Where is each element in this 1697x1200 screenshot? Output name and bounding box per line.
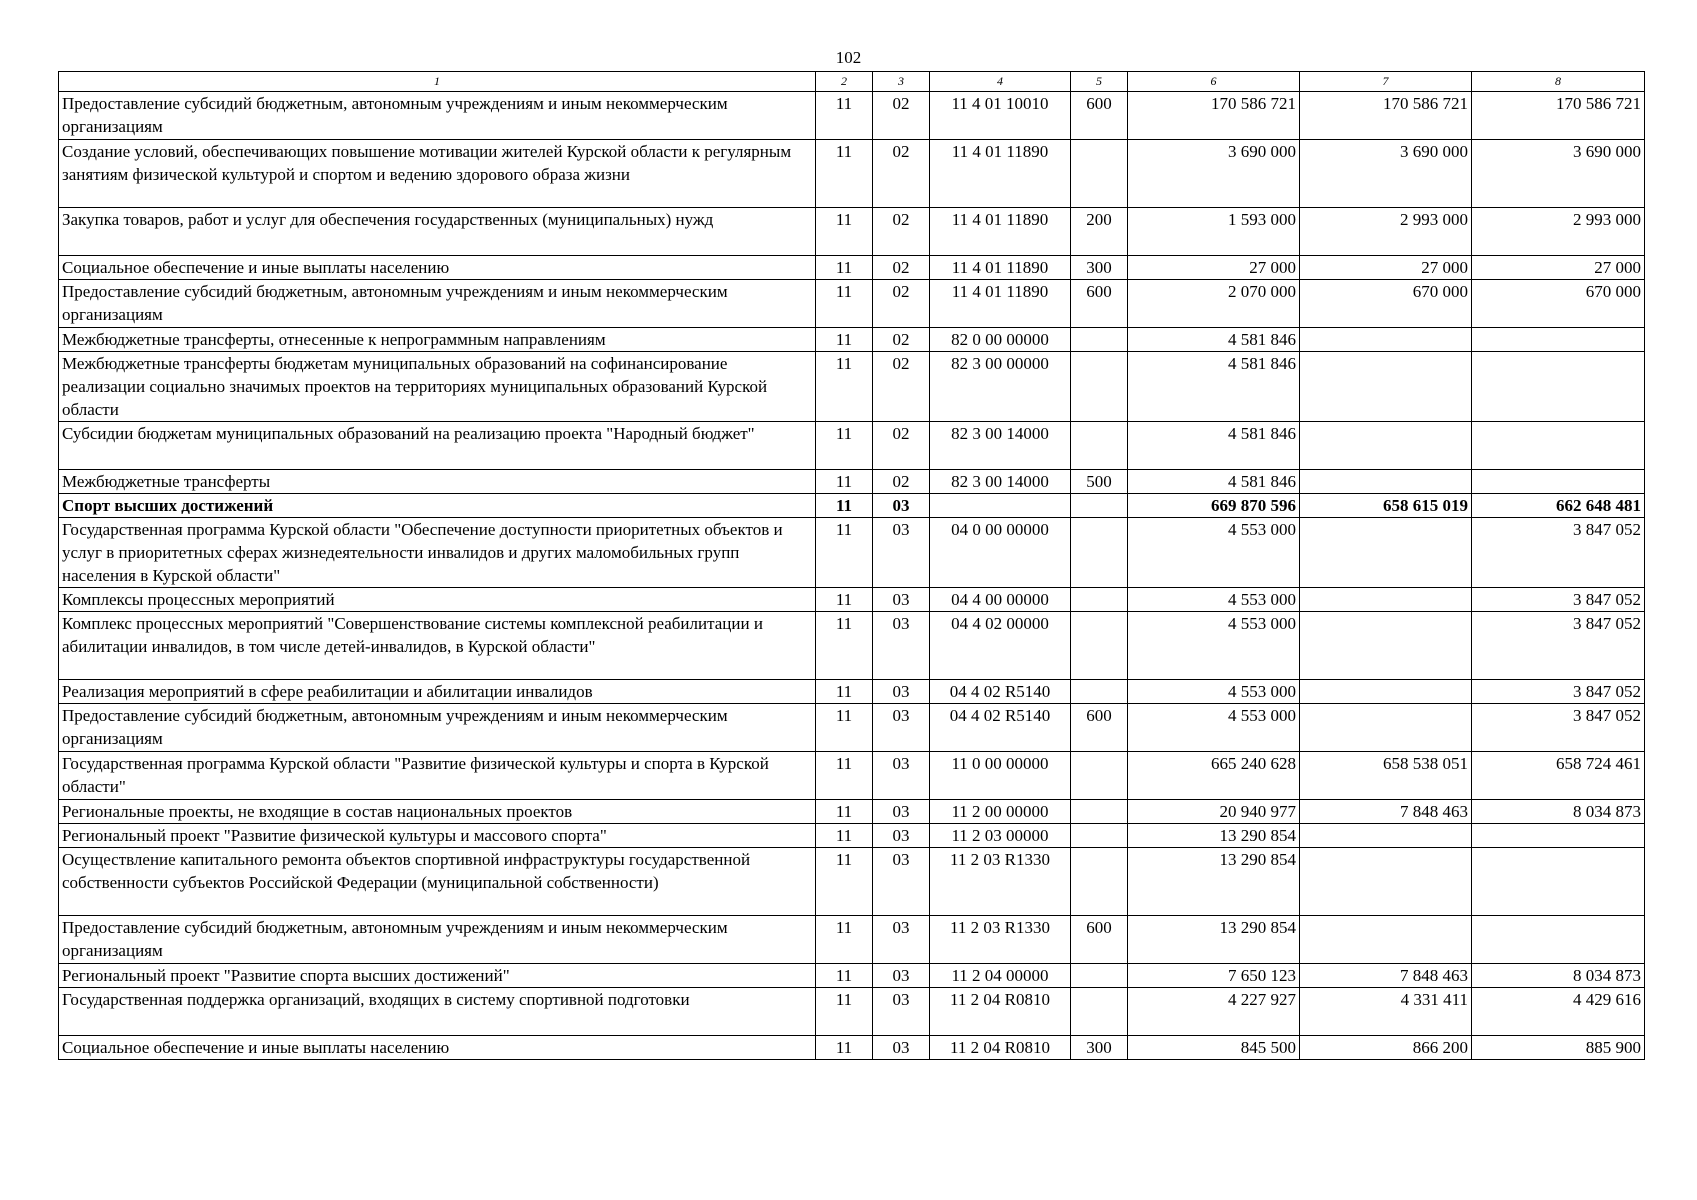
column-header: 7 [1300, 72, 1472, 92]
column-header: 5 [1071, 72, 1128, 92]
cell-target-code: 11 2 04 R0810 [930, 1036, 1071, 1060]
cell-subsection: 02 [873, 280, 930, 328]
cell-expense-type [1071, 964, 1128, 988]
cell-expense-type: 300 [1071, 1036, 1128, 1060]
cell-section: 11 [816, 800, 873, 824]
cell-target-code: 11 4 01 11890 [930, 256, 1071, 280]
cell-section: 11 [816, 680, 873, 704]
cell-amount-7 [1300, 328, 1472, 352]
cell-section: 11 [816, 704, 873, 752]
cell-amount-7: 170 586 721 [1300, 92, 1472, 140]
cell-amount-6: 1 593 000 [1128, 208, 1300, 256]
cell-section: 11 [816, 256, 873, 280]
cell-amount-6: 27 000 [1128, 256, 1300, 280]
table-row [59, 988, 1645, 1036]
cell-target-code: 11 2 04 00000 [930, 964, 1071, 988]
cell-name: Комплекс процессных мероприятий "Совершенствование системы комплексной реабилитации и абилитации инвалидов, в том числе детей-инвалидов, в Курской области" [59, 612, 816, 680]
cell-name: Государственная программа Курской области "Обеспечение доступности приоритетных объектов и услуг в приоритетных сферах жизнедеятельности инвалидов и других маломобильных групп населения в Курской области" [59, 518, 816, 588]
cell-section: 11 [816, 612, 873, 680]
cell-section: 11 [816, 280, 873, 328]
cell-name: Межбюджетные трансферты бюджетам муниципальных образований на софинансирование реализации социально значимых проектов на территориях муниципальных образований Курской области [59, 352, 816, 422]
cell-amount-6: 845 500 [1128, 1036, 1300, 1060]
cell-amount-7 [1300, 848, 1472, 916]
cell-amount-7 [1300, 352, 1472, 422]
cell-expense-type [1071, 824, 1128, 848]
cell-amount-7 [1300, 916, 1472, 964]
column-header: 2 [816, 72, 873, 92]
cell-amount-7 [1300, 704, 1472, 752]
cell-amount-8: 670 000 [1472, 280, 1645, 328]
cell-target-code: 11 4 01 11890 [930, 280, 1071, 328]
cell-name: Реализация мероприятий в сфере реабилитации и абилитации инвалидов [59, 680, 816, 704]
cell-section: 11 [816, 988, 873, 1036]
cell-subsection: 02 [873, 328, 930, 352]
cell-expense-type [1071, 352, 1128, 422]
cell-section: 11 [816, 92, 873, 140]
cell-target-code: 11 0 00 00000 [930, 752, 1071, 800]
cell-amount-8: 170 586 721 [1472, 92, 1645, 140]
cell-amount-7 [1300, 612, 1472, 680]
table-row [59, 588, 1645, 612]
column-header: 4 [930, 72, 1071, 92]
cell-amount-7: 7 848 463 [1300, 964, 1472, 988]
cell-name: Закупка товаров, работ и услуг для обеспечения государственных (муниципальных) нужд [59, 208, 816, 256]
cell-amount-6: 4 581 846 [1128, 422, 1300, 470]
cell-section: 11 [816, 824, 873, 848]
cell-amount-7 [1300, 470, 1472, 494]
cell-expense-type [1071, 494, 1128, 518]
cell-amount-7 [1300, 824, 1472, 848]
cell-subsection: 03 [873, 964, 930, 988]
cell-amount-6: 2 070 000 [1128, 280, 1300, 328]
cell-subsection: 02 [873, 140, 930, 208]
cell-amount-6: 4 553 000 [1128, 612, 1300, 680]
cell-amount-7: 866 200 [1300, 1036, 1472, 1060]
table-row [59, 352, 1645, 422]
cell-amount-8 [1472, 848, 1645, 916]
cell-expense-type [1071, 752, 1128, 800]
cell-section: 11 [816, 1036, 873, 1060]
cell-amount-8 [1472, 422, 1645, 470]
table-row [59, 824, 1645, 848]
cell-section: 11 [816, 916, 873, 964]
cell-amount-6: 669 870 596 [1128, 494, 1300, 518]
cell-target-code [930, 494, 1071, 518]
cell-subsection: 02 [873, 208, 930, 256]
cell-amount-7: 4 331 411 [1300, 988, 1472, 1036]
cell-subsection: 03 [873, 494, 930, 518]
cell-section: 11 [816, 470, 873, 494]
table-row [59, 800, 1645, 824]
cell-amount-8: 3 690 000 [1472, 140, 1645, 208]
cell-target-code: 11 4 01 10010 [930, 92, 1071, 140]
cell-amount-8: 8 034 873 [1472, 964, 1645, 988]
cell-section: 11 [816, 328, 873, 352]
cell-amount-6: 4 581 846 [1128, 470, 1300, 494]
cell-subsection: 02 [873, 470, 930, 494]
cell-amount-8: 27 000 [1472, 256, 1645, 280]
cell-amount-7: 670 000 [1300, 280, 1472, 328]
cell-subsection: 02 [873, 352, 930, 422]
cell-section: 11 [816, 140, 873, 208]
cell-amount-7 [1300, 422, 1472, 470]
cell-name: Государственная поддержка организаций, входящих в систему спортивной подготовки [59, 988, 816, 1036]
cell-amount-8 [1472, 328, 1645, 352]
cell-subsection: 02 [873, 422, 930, 470]
cell-amount-8 [1472, 824, 1645, 848]
cell-name: Социальное обеспечение и иные выплаты населению [59, 1036, 816, 1060]
cell-expense-type [1071, 588, 1128, 612]
cell-expense-type: 600 [1071, 704, 1128, 752]
cell-amount-6: 20 940 977 [1128, 800, 1300, 824]
cell-target-code: 11 4 01 11890 [930, 208, 1071, 256]
cell-target-code: 11 4 01 11890 [930, 140, 1071, 208]
cell-section: 11 [816, 208, 873, 256]
table-row [59, 848, 1645, 916]
cell-subsection: 03 [873, 848, 930, 916]
cell-amount-6: 13 290 854 [1128, 916, 1300, 964]
cell-target-code: 82 3 00 14000 [930, 470, 1071, 494]
cell-amount-6: 4 553 000 [1128, 518, 1300, 588]
column-header: 8 [1472, 72, 1645, 92]
cell-section: 11 [816, 588, 873, 612]
cell-name: Региональный проект "Развитие спорта высших достижений" [59, 964, 816, 988]
cell-section: 11 [816, 848, 873, 916]
cell-subsection: 03 [873, 1036, 930, 1060]
cell-section: 11 [816, 518, 873, 588]
cell-expense-type [1071, 848, 1128, 916]
cell-expense-type: 600 [1071, 280, 1128, 328]
table-row [59, 494, 1645, 518]
cell-name: Предоставление субсидий бюджетным, автономным учреждениям и иным некоммерческим организациям [59, 280, 816, 328]
table-row [59, 92, 1645, 140]
cell-name: Предоставление субсидий бюджетным, автономным учреждениям и иным некоммерческим организациям [59, 92, 816, 140]
cell-target-code: 82 3 00 00000 [930, 352, 1071, 422]
cell-amount-7: 27 000 [1300, 256, 1472, 280]
cell-expense-type [1071, 680, 1128, 704]
cell-subsection: 03 [873, 518, 930, 588]
cell-name: Комплексы процессных мероприятий [59, 588, 816, 612]
cell-expense-type [1071, 800, 1128, 824]
column-number-row [59, 72, 1645, 92]
cell-amount-7: 658 538 051 [1300, 752, 1472, 800]
cell-name: Региональный проект "Развитие физической культуры и массового спорта" [59, 824, 816, 848]
cell-amount-8: 885 900 [1472, 1036, 1645, 1060]
cell-amount-8: 658 724 461 [1472, 752, 1645, 800]
table-row [59, 280, 1645, 328]
cell-target-code: 11 2 03 00000 [930, 824, 1071, 848]
cell-amount-6: 4 581 846 [1128, 352, 1300, 422]
table-row [59, 140, 1645, 208]
cell-name: Социальное обеспечение и иные выплаты населению [59, 256, 816, 280]
cell-subsection: 03 [873, 680, 930, 704]
cell-target-code: 04 0 00 00000 [930, 518, 1071, 588]
cell-amount-6: 3 690 000 [1128, 140, 1300, 208]
cell-amount-7: 2 993 000 [1300, 208, 1472, 256]
cell-name: Субсидии бюджетам муниципальных образований на реализацию проекта "Народный бюджет" [59, 422, 816, 470]
cell-name: Предоставление субсидий бюджетным, автономным учреждениям и иным некоммерческим организациям [59, 704, 816, 752]
column-header: 3 [873, 72, 930, 92]
cell-target-code: 82 0 00 00000 [930, 328, 1071, 352]
cell-amount-6: 13 290 854 [1128, 824, 1300, 848]
cell-target-code: 11 2 03 R1330 [930, 916, 1071, 964]
cell-section: 11 [816, 964, 873, 988]
cell-section: 11 [816, 494, 873, 518]
cell-subsection: 03 [873, 916, 930, 964]
cell-subsection: 03 [873, 752, 930, 800]
cell-name: Предоставление субсидий бюджетным, автономным учреждениям и иным некоммерческим организациям [59, 916, 816, 964]
cell-expense-type: 200 [1071, 208, 1128, 256]
cell-subsection: 02 [873, 92, 930, 140]
cell-expense-type: 600 [1071, 92, 1128, 140]
column-header: 1 [59, 72, 816, 92]
page-number: 102 [835, 48, 862, 67]
cell-target-code: 82 3 00 14000 [930, 422, 1071, 470]
cell-amount-7 [1300, 680, 1472, 704]
cell-target-code: 04 4 02 00000 [930, 612, 1071, 680]
cell-amount-6: 13 290 854 [1128, 848, 1300, 916]
cell-amount-7: 658 615 019 [1300, 494, 1472, 518]
cell-amount-8: 3 847 052 [1472, 612, 1645, 680]
cell-subsection: 03 [873, 612, 930, 680]
cell-expense-type: 500 [1071, 470, 1128, 494]
cell-amount-8: 3 847 052 [1472, 588, 1645, 612]
cell-amount-8: 4 429 616 [1472, 988, 1645, 1036]
table-row [59, 422, 1645, 470]
cell-subsection: 03 [873, 800, 930, 824]
budget-table-body [59, 92, 1645, 1060]
table-row [59, 916, 1645, 964]
cell-expense-type [1071, 328, 1128, 352]
cell-expense-type [1071, 612, 1128, 680]
cell-target-code: 04 4 02 R5140 [930, 704, 1071, 752]
table-row [59, 1036, 1645, 1060]
cell-amount-7: 7 848 463 [1300, 800, 1472, 824]
cell-amount-8: 8 034 873 [1472, 800, 1645, 824]
cell-amount-6: 170 586 721 [1128, 92, 1300, 140]
cell-expense-type [1071, 518, 1128, 588]
cell-expense-type [1071, 140, 1128, 208]
table-row [59, 256, 1645, 280]
cell-section: 11 [816, 752, 873, 800]
budget-table [58, 71, 1645, 1060]
cell-section: 11 [816, 422, 873, 470]
cell-amount-8: 3 847 052 [1472, 704, 1645, 752]
cell-amount-8: 662 648 481 [1472, 494, 1645, 518]
cell-amount-8 [1472, 916, 1645, 964]
cell-name: Осуществление капитального ремонта объектов спортивной инфраструктуры государственной собственности субъектов Российской Федерации (муниципальной собственности) [59, 848, 816, 916]
column-header: 6 [1128, 72, 1300, 92]
cell-amount-6: 4 581 846 [1128, 328, 1300, 352]
table-row [59, 518, 1645, 588]
cell-amount-8: 2 993 000 [1472, 208, 1645, 256]
cell-amount-8 [1472, 470, 1645, 494]
cell-section: 11 [816, 352, 873, 422]
table-row [59, 328, 1645, 352]
cell-target-code: 11 2 00 00000 [930, 800, 1071, 824]
cell-amount-7: 3 690 000 [1300, 140, 1472, 208]
cell-amount-6: 7 650 123 [1128, 964, 1300, 988]
cell-target-code: 04 4 02 R5140 [930, 680, 1071, 704]
cell-amount-7 [1300, 518, 1472, 588]
table-row [59, 208, 1645, 256]
cell-amount-6: 665 240 628 [1128, 752, 1300, 800]
table-row [59, 680, 1645, 704]
cell-expense-type: 300 [1071, 256, 1128, 280]
cell-subsection: 03 [873, 824, 930, 848]
cell-amount-6: 4 227 927 [1128, 988, 1300, 1036]
cell-amount-6: 4 553 000 [1128, 704, 1300, 752]
cell-expense-type: 600 [1071, 916, 1128, 964]
cell-amount-8: 3 847 052 [1472, 680, 1645, 704]
cell-subsection: 03 [873, 588, 930, 612]
cell-target-code: 04 4 00 00000 [930, 588, 1071, 612]
cell-name: Создание условий, обеспечивающих повышение мотивации жителей Курской области к регулярным занятиям физической культурой и спортом и ведению здорового образа жизни [59, 140, 816, 208]
cell-subsection: 03 [873, 704, 930, 752]
table-row [59, 470, 1645, 494]
cell-name: Спорт высших достижений [59, 494, 816, 518]
cell-amount-8: 3 847 052 [1472, 518, 1645, 588]
cell-expense-type [1071, 988, 1128, 1036]
table-row [59, 752, 1645, 800]
table-row [59, 704, 1645, 752]
cell-target-code: 11 2 04 R0810 [930, 988, 1071, 1036]
cell-target-code: 11 2 03 R1330 [930, 848, 1071, 916]
cell-name: Межбюджетные трансферты, отнесенные к непрограммным направлениям [59, 328, 816, 352]
table-row [59, 964, 1645, 988]
cell-name: Межбюджетные трансферты [59, 470, 816, 494]
cell-amount-6: 4 553 000 [1128, 680, 1300, 704]
cell-amount-7 [1300, 588, 1472, 612]
cell-subsection: 03 [873, 988, 930, 1036]
cell-expense-type [1071, 422, 1128, 470]
cell-amount-8 [1472, 352, 1645, 422]
cell-subsection: 02 [873, 256, 930, 280]
cell-name: Региональные проекты, не входящие в состав национальных проектов [59, 800, 816, 824]
cell-name: Государственная программа Курской области "Развитие физической культуры и спорта в Курской области" [59, 752, 816, 800]
table-row [59, 612, 1645, 680]
cell-amount-6: 4 553 000 [1128, 588, 1300, 612]
